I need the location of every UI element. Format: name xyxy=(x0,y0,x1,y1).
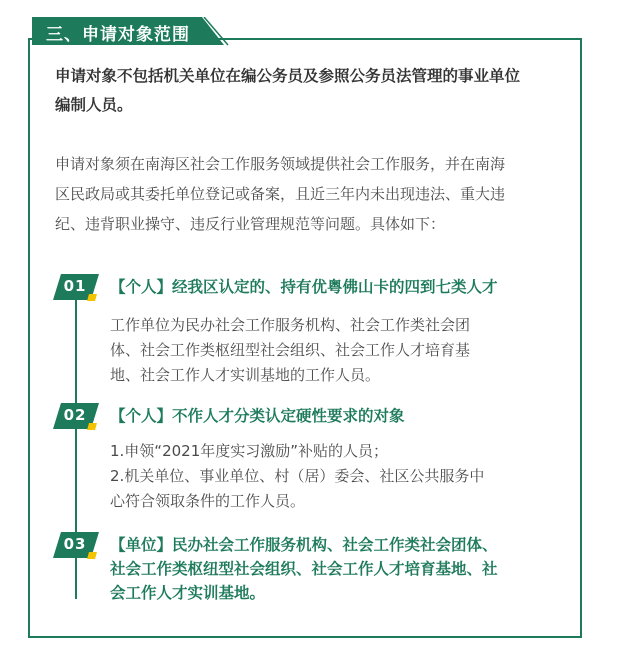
exclusion-note-line: 申请对象不包括机关单位在编公务员及参照公务员法管理的事业单位 xyxy=(55,67,521,85)
item-number: 03 xyxy=(63,535,87,553)
item-title: 【个人】经我区认定的、持有优粤佛山卡的四到七类人才 xyxy=(110,278,498,296)
item-title-line: 会工作人才实训基地。 xyxy=(110,584,266,602)
section-header xyxy=(32,17,222,45)
exclusion-note xyxy=(55,62,565,120)
item-body-line: 体、社会工作类枢纽型社会组织、社会工作人才培育基 xyxy=(110,341,471,359)
item-number: 01 xyxy=(63,277,87,295)
item-body-line: 工作单位为民办社会工作服务机构、社会工作类社会团 xyxy=(110,316,471,334)
item-body-line: 1.申领“2021年度实习激励”补贴的人员； xyxy=(110,442,389,460)
item-title xyxy=(110,533,560,605)
item-title-line: 社会工作类枢纽型社会组织、社会工作人才培育基地、社 xyxy=(110,560,498,578)
item-body xyxy=(110,439,565,514)
item-title: 【个人】不作人才分类认定硬性要求的对象 xyxy=(110,407,405,425)
intro-line: 区民政局或其委托单位登记或备案，且近三年内未出现违法、重大违 xyxy=(55,185,506,203)
item-number: 02 xyxy=(63,406,87,424)
item-number-badge xyxy=(53,532,97,558)
intro-paragraph xyxy=(55,149,567,239)
exclusion-note-line: 编制人员。 xyxy=(55,96,133,114)
item-number-badge xyxy=(53,274,97,300)
item-body xyxy=(110,313,565,388)
section-title: 三、申请对象范围 xyxy=(46,25,190,45)
intro-line: 纪、违背职业操守、违反行业管理规范等问题。具体如下： xyxy=(55,215,446,233)
item-body-line: 心符合领取条件的工作人员。 xyxy=(110,492,306,510)
item-number-badge xyxy=(53,403,97,429)
item-title-line: 【单位】民办社会工作服务机构、社会工作类社会团体、 xyxy=(110,536,498,554)
item-body-line: 2.机关单位、事业单位、村（居）委会、社区公共服务中 xyxy=(110,467,485,485)
intro-line: 申请对象须在南海区社会工作服务领域提供社会工作服务，并在南海 xyxy=(55,155,506,173)
item-body-line: 地、社会工作人才实训基地的工作人员。 xyxy=(110,366,381,384)
